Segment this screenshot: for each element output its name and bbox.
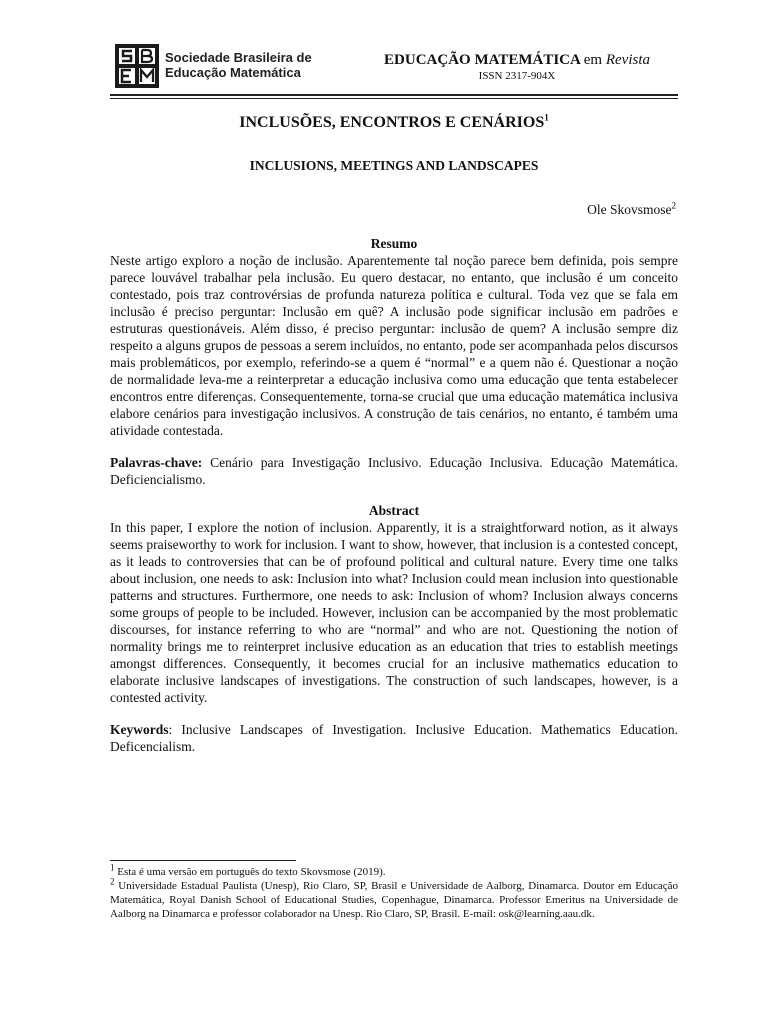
title-footnote-ref[interactable]: 1 bbox=[544, 112, 549, 123]
sbem-logo-icon bbox=[115, 44, 159, 88]
resumo-body: Neste artigo exploro a noção de inclusão. Aparentemente tal noção parece bem definida, pois sempre parece louvável trabalhar pela inclusão. Eu quero destacar, no entanto, que inclusão é um conceito contestado, pois traz controvérsias de profunda natureza política e cultural. Toda vez que se fala em inclusão é preciso perguntar: Inclusão em quê? A inclusão pode significar inclusão em padrões e estruturas questionáveis. Além disso, é preciso perguntar: inclusão de quem? A inclusão sempre diz respeito a alguns grupos de pessoas a serem incluídos, no entanto, pode ser acompanhada pelos discursos mais problemáticos, por exemplo, referindo-se a quem é “normal” e a quem não é. Questionar a noção de normalidade leva-me a reinterpretar a educação inclusiva como uma educação que tenta estabelecer encontros entre diferenças. Consequentemente, torna-se crucial que uma educação matemática inclusiva elabore cenários para investigação inclusivos. A construção de tais cenários, no entanto, é também uma atividade contestada. bbox=[110, 253, 678, 438]
paper-page bbox=[110, 44, 678, 755]
resumo-heading: Resumo bbox=[370, 236, 418, 251]
article-title: INCLUSÕES, ENCONTROS E CENÁRIOS$^1$ bbox=[239, 112, 549, 131]
journal-info bbox=[384, 52, 650, 82]
abstract-body: In this paper, I explore the notion of inclusion. Apparently, it is a straightforward notion, as it always seems praiseworthy to work for inclusion. I want to show, however, that inclusion is a contested concept, as it leads to controversies that can be of profound political and cultural nature. Every time one talks about inclusion, one needs to ask: Inclusion into what? Inclusion could mean inclusion into questionable patterns and structures. Furthermore, one needs to ask: Inclusion of whom? Inclusion always concerns some groups of people to be included. However, inclusion can be accompanied by the most problematic discourses, for instance referring to who are “normal” and who are not. Questioning the notion of normality brings me to reinterpret inclusive education as an education that tries to establish meetings amongst differences. Consequently, it becomes crucial for an inclusive mathematics education to elaborate inclusive landscapes of investigations. The construction of such landscapes, however, is a contested activity. bbox=[110, 520, 678, 705]
footnote-1: $^1$ Esta é uma versão em português do texto Skovsmose (2019). bbox=[110, 862, 386, 878]
issn: ISSN 2317-904X bbox=[478, 70, 556, 82]
journal-header bbox=[110, 44, 678, 92]
journal-title: EDUCAÇÃO MATEMÁTICA em Revista bbox=[384, 52, 650, 68]
footnote-2: $^2$ Universidade Estadual Paulista (Unesp), Rio Claro, SP, Brasil e Universidade de Aalborg, Dinamarca. Doutor em Educação Matemática, Royal Danish School of Educational Studies, Copenhague, Dinamarca. Professor Emeritus na Universidade de Aalborg na Dinamarca e professor colaborador na Unesp. Rio Claro, SP, Brasil. E-mail: osk@learning.aau.dk. bbox=[110, 876, 678, 920]
author-footnote-ref[interactable]: 2 bbox=[671, 200, 676, 211]
palavras-chave: Palavras-chave: Cenário para Investigação Inclusivo. Educação Inclusiva. Educação Matemática. Deficiencialismo. bbox=[110, 455, 678, 487]
header-rule-thin bbox=[110, 98, 678, 99]
society-name: Sociedade Brasileira de Educação Matemática bbox=[165, 50, 312, 80]
author: Ole Skovsmose$^2$ bbox=[587, 200, 676, 217]
header-rule bbox=[110, 94, 678, 96]
keywords: Keywords: Inclusive Landscapes of Investigation. Inclusive Education. Mathematics Education. Deficencialism. bbox=[110, 722, 678, 754]
footnotes bbox=[110, 860, 678, 921]
abstract-heading: Abstract bbox=[368, 503, 420, 518]
article-subtitle: INCLUSIONS, MEETINGS AND LANDSCAPES bbox=[249, 158, 539, 173]
footnote-rule bbox=[110, 860, 296, 861]
